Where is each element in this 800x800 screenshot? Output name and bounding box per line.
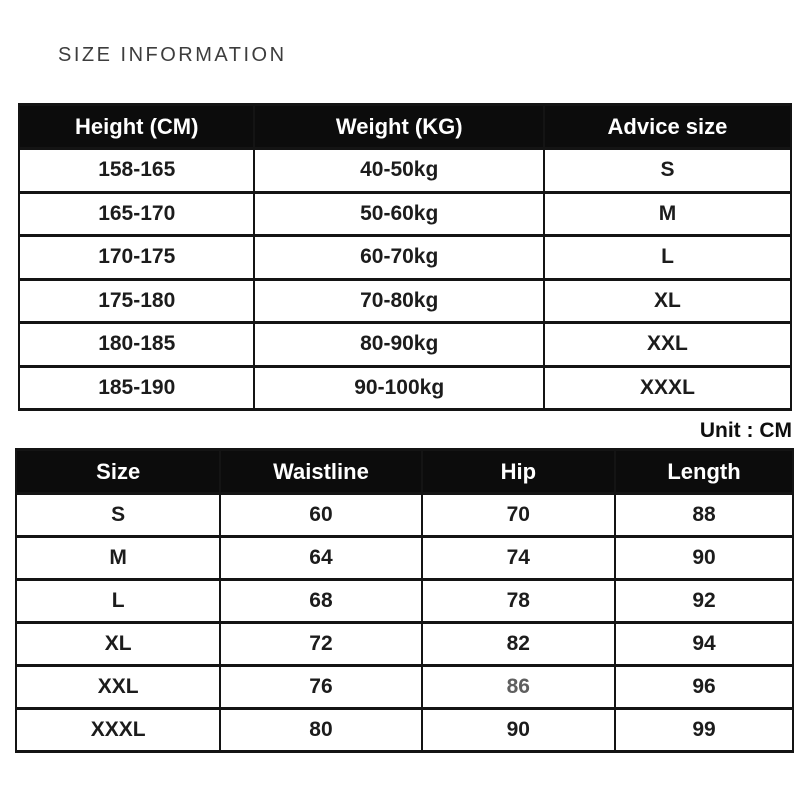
column-header-waistline: Waistline bbox=[220, 450, 421, 494]
hip-cell: 70 bbox=[422, 494, 615, 537]
table-row bbox=[16, 537, 793, 580]
column-header-size: Size bbox=[16, 450, 220, 494]
waistline-cell: 60 bbox=[220, 494, 421, 537]
hip-cell: 90 bbox=[422, 709, 615, 752]
height-cell: 165-170 bbox=[19, 192, 254, 236]
table-row bbox=[19, 279, 791, 323]
weight-cell: 70-80kg bbox=[254, 279, 544, 323]
advice-size-cell: XXXL bbox=[544, 366, 791, 410]
weight-cell: 80-90kg bbox=[254, 323, 544, 367]
table-row bbox=[19, 366, 791, 410]
advice-size-cell: XXL bbox=[544, 323, 791, 367]
weight-cell: 40-50kg bbox=[254, 149, 544, 193]
size-cell: L bbox=[16, 580, 220, 623]
size-cell: XL bbox=[16, 623, 220, 666]
table-row bbox=[16, 623, 793, 666]
height-cell: 175-180 bbox=[19, 279, 254, 323]
hip-cell: 74 bbox=[422, 537, 615, 580]
table-row bbox=[16, 494, 793, 537]
height-cell: 185-190 bbox=[19, 366, 254, 410]
page-title: SIZE INFORMATION bbox=[58, 44, 287, 66]
advice-size-cell: XL bbox=[544, 279, 791, 323]
length-cell: 90 bbox=[615, 537, 793, 580]
table-row bbox=[16, 666, 793, 709]
table-row bbox=[19, 236, 791, 280]
height-cell: 180-185 bbox=[19, 323, 254, 367]
hip-cell: 78 bbox=[422, 580, 615, 623]
table-row bbox=[16, 580, 793, 623]
size-advice-table bbox=[18, 103, 792, 411]
column-header-advice-size: Advice size bbox=[544, 105, 791, 149]
hip-cell: 86 bbox=[422, 666, 615, 709]
unit-label: Unit : CM bbox=[699, 419, 792, 442]
column-header-hip: Hip bbox=[422, 450, 615, 494]
height-cell: 158-165 bbox=[19, 149, 254, 193]
waistline-cell: 72 bbox=[220, 623, 421, 666]
size-cell: XXL bbox=[16, 666, 220, 709]
garment-measurements-table bbox=[15, 448, 794, 753]
waistline-cell: 80 bbox=[220, 709, 421, 752]
length-cell: 99 bbox=[615, 709, 793, 752]
size-cell: XXXL bbox=[16, 709, 220, 752]
weight-cell: 50-60kg bbox=[254, 192, 544, 236]
waistline-cell: 76 bbox=[220, 666, 421, 709]
table-row bbox=[16, 709, 793, 752]
length-cell: 92 bbox=[615, 580, 793, 623]
advice-size-cell: M bbox=[544, 192, 791, 236]
waistline-cell: 64 bbox=[220, 537, 421, 580]
advice-size-cell: S bbox=[544, 149, 791, 193]
length-cell: 88 bbox=[615, 494, 793, 537]
table-row bbox=[19, 192, 791, 236]
column-header-weight: Weight (KG) bbox=[254, 105, 544, 149]
table-header-row bbox=[16, 450, 793, 494]
hip-cell: 82 bbox=[422, 623, 615, 666]
weight-cell: 60-70kg bbox=[254, 236, 544, 280]
column-header-length: Length bbox=[615, 450, 793, 494]
weight-cell: 90-100kg bbox=[254, 366, 544, 410]
height-cell: 170-175 bbox=[19, 236, 254, 280]
advice-size-cell: L bbox=[544, 236, 791, 280]
size-cell: S bbox=[16, 494, 220, 537]
length-cell: 94 bbox=[615, 623, 793, 666]
waistline-cell: 68 bbox=[220, 580, 421, 623]
table-header-row bbox=[19, 105, 791, 149]
column-header-height: Height (CM) bbox=[19, 105, 254, 149]
length-cell: 96 bbox=[615, 666, 793, 709]
table-row bbox=[19, 323, 791, 367]
table-row bbox=[19, 149, 791, 193]
size-cell: M bbox=[16, 537, 220, 580]
